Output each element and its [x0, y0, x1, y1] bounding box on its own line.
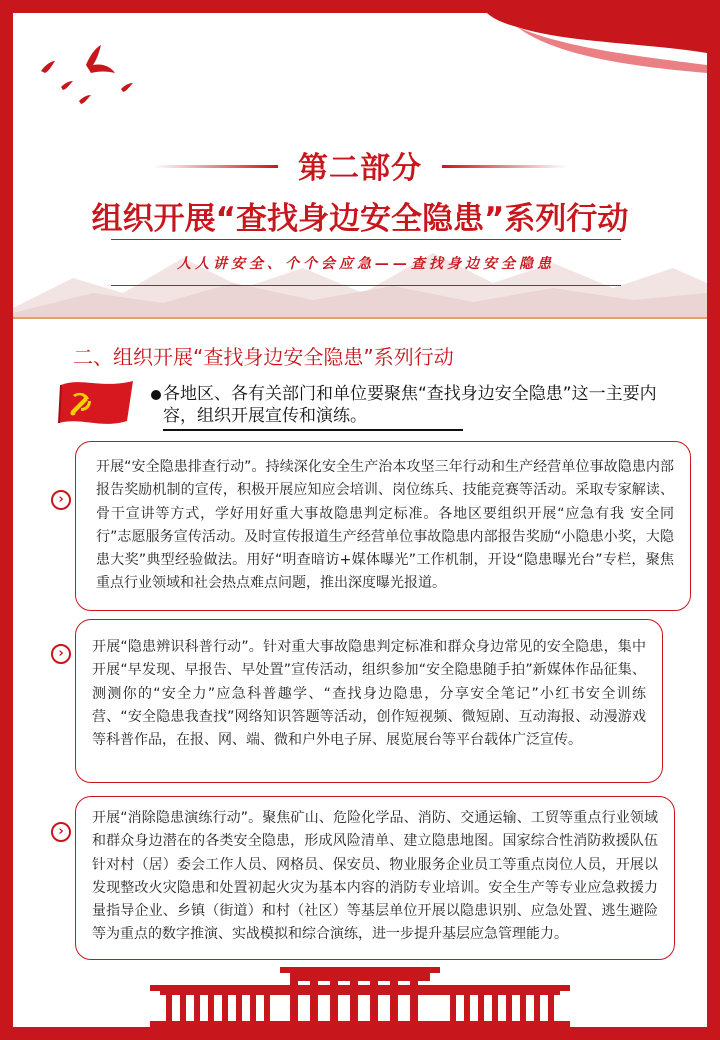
- slogan-text: 人人讲安全、个个会应急——查找身边安全隐患: [177, 256, 555, 272]
- chevron-right-icon: ›: [51, 822, 71, 842]
- card-hazard-drill: [75, 796, 675, 960]
- slogan-top-rule: [111, 239, 621, 240]
- party-flag-icon: [57, 377, 137, 431]
- chevron-right-icon: ›: [51, 490, 71, 510]
- card-safety-inspection: [75, 441, 691, 611]
- slogan-bottom-rule: [111, 285, 621, 286]
- chevron-right-icon: ›: [51, 644, 71, 664]
- section-title: 第二部分: [298, 151, 422, 186]
- bullet-underline: [163, 429, 463, 431]
- bullet-point: [163, 383, 663, 427]
- title-divider-right: [442, 165, 567, 168]
- bullet-dot: [151, 390, 161, 400]
- card-text: 开展“隐患辨识科普行动”。针对重大事故隐患判定标准和群众身边常见的安全隐患，集中开展“早发现、早报告、早处置”宣传活动，组织参加“安全隐患随手拍”新媒体作品征集、测测你的“安全力”应急科普趣学、“查找身边隐患，分享安全笔记”小红书安全训练营、“安全隐患我查找”网络知识答题等活动，创作短视频、微短剧、互动海报、动漫游戏等科普作品，在报、网、端、微和户外电子屏、展览展台等平台载体广泛宣传。: [92, 639, 646, 749]
- divider-line: [13, 317, 707, 319]
- card-hazard-awareness: [75, 619, 663, 783]
- poster-page: [13, 13, 707, 1027]
- bullet-text: 各地区、各有关部门和单位要聚焦“查找身边安全隐患”这一主要内容，组织开展宣传和演练。: [163, 384, 657, 426]
- great-hall-icon: [150, 963, 570, 1027]
- card-text: 开展“消除隐患演练行动”。聚焦矿山、危险化学品、消防、交通运输、工贸等重点行业领域和群众身边潜在的各类安全隐患，形成风险清单、建立隐患地图。国家综合性消防救援队伍针对村（居）委会工作人员、网格员、保安员、物业服务企业员工等重点岗位人员，开展以发现整改火灾隐患和处置初起火灾为基本内容的消防专业培训。安全生产等专业应急救援力量指导企业、乡镇（街道）和村（社区）等基层单位开展以隐患识别、应急处置、逃生避险等为重点的数字推演、实战模拟和综合演练，进一步提升基层应急管理能力。: [92, 810, 658, 943]
- card-text: 开展“安全隐患排查行动”。持续深化安全生产治本攻坚三年行动和生产经营单位事故隐患内部报告奖励机制的宣传，积极开展应知应会培训、岗位练兵、技能竞赛等活动。采取专家解读、骨干宣讲等方式，学好用好重大事故隐患判定标准。各地区要组织开展“应急有我 安全同行”志愿服务宣传活动。及时宣传报道生产经营单位事故隐患内部报告奖励“小隐患小奖，大隐患大奖”典型经验做法。用好“明查暗访+媒体曝光”工作机制，开设“隐患曝光台”专栏，聚焦重点行业领域和社会热点难点问题，推出深度曝光报道。: [96, 459, 674, 592]
- red-ribbon-decoration: [447, 13, 707, 83]
- bird-icon: [31, 43, 141, 113]
- main-title: 组织开展“查找身边安全隐患”系列行动: [91, 201, 629, 237]
- slogan-banner: [111, 239, 621, 287]
- subheading: 二、组织开展“查找身边安全隐患”系列行动: [73, 345, 454, 369]
- section-title-row: [13, 143, 707, 189]
